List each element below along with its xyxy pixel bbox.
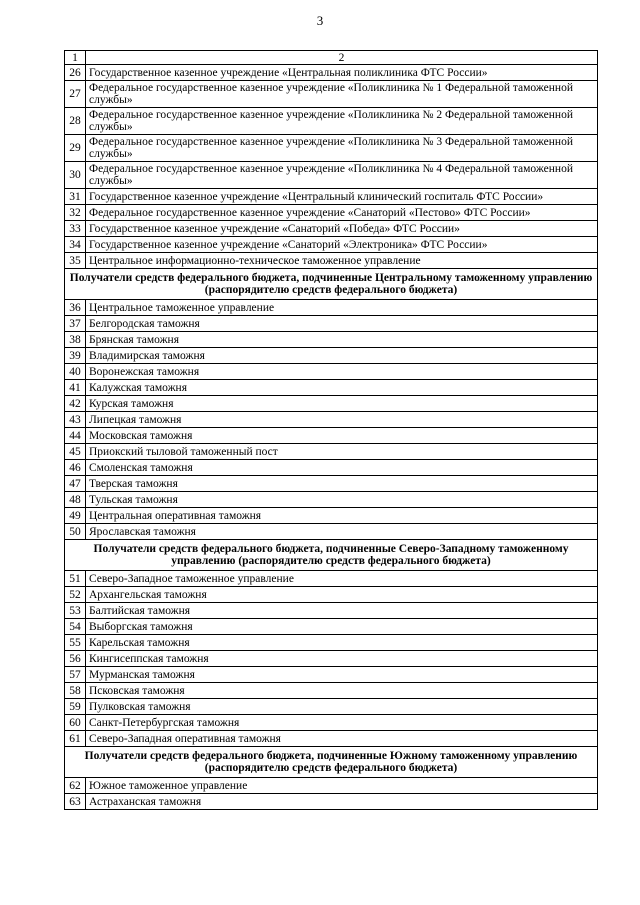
table-row — [65, 332, 598, 348]
table-row — [65, 396, 598, 412]
row-text: Кингисеппская таможня — [86, 651, 598, 667]
row-number: 36 — [65, 300, 86, 316]
row-number: 47 — [65, 476, 86, 492]
row-number: 40 — [65, 364, 86, 380]
row-text: Липецкая таможня — [86, 412, 598, 428]
row-number: 53 — [65, 603, 86, 619]
table-row — [65, 508, 598, 524]
row-text: Центральное таможенное управление — [86, 300, 598, 316]
row-number: 31 — [65, 189, 86, 205]
table-body — [65, 51, 598, 810]
table-row — [65, 189, 598, 205]
row-text: Государственное казенное учреждение «Санаторий «Победа» ФТС России» — [86, 221, 598, 237]
row-number: 59 — [65, 699, 86, 715]
row-text: Северо-Западное таможенное управление — [86, 571, 598, 587]
row-text: Государственное казенное учреждение «Центральный клинический госпиталь ФТС России» — [86, 189, 598, 205]
section-title: Получатели средств федерального бюджета, подчиненные Северо-Западному таможенному управлению (распорядителю средств федерального бюджета) — [65, 540, 598, 571]
section-title: Получатели средств федерального бюджета, подчиненные Центральному таможенному управлению (распорядителю средств федерального бюджета) — [65, 269, 598, 300]
row-text: Воронежская таможня — [86, 364, 598, 380]
table-row — [65, 412, 598, 428]
table-row — [65, 635, 598, 651]
row-number: 33 — [65, 221, 86, 237]
row-text: Государственное казенное учреждение «Санаторий «Электроника» ФТС России» — [86, 237, 598, 253]
row-text: Государственное казенное учреждение «Центральная поликлиника ФТС России» — [86, 65, 598, 81]
table-row — [65, 603, 598, 619]
row-number: 58 — [65, 683, 86, 699]
row-number: 32 — [65, 205, 86, 221]
header-col-2: 2 — [86, 51, 598, 65]
row-number: 55 — [65, 635, 86, 651]
row-text: Приокский тыловой таможенный пост — [86, 444, 598, 460]
row-number: 63 — [65, 794, 86, 810]
row-text: Мурманская таможня — [86, 667, 598, 683]
row-text: Смоленская таможня — [86, 460, 598, 476]
row-number: 29 — [65, 135, 86, 162]
row-text: Федеральное государственное казенное учреждение «Поликлиника № 4 Федеральной таможенной службы» — [86, 162, 598, 189]
table-row — [65, 444, 598, 460]
section-header-row — [65, 269, 598, 300]
table-row — [65, 571, 598, 587]
row-number: 52 — [65, 587, 86, 603]
table-row — [65, 683, 598, 699]
row-text: Центральная оперативная таможня — [86, 508, 598, 524]
row-text: Московская таможня — [86, 428, 598, 444]
table-row — [65, 237, 598, 253]
row-text: Центральное информационно-техническое таможенное управление — [86, 253, 598, 269]
table-row — [65, 81, 598, 108]
section-header-row — [65, 540, 598, 571]
row-number: 45 — [65, 444, 86, 460]
recipients-table — [64, 50, 598, 810]
table-row — [65, 587, 598, 603]
table-row — [65, 300, 598, 316]
row-text: Архангельская таможня — [86, 587, 598, 603]
table-row — [65, 778, 598, 794]
table-row — [65, 364, 598, 380]
table-row — [65, 428, 598, 444]
row-number: 37 — [65, 316, 86, 332]
table-row — [65, 794, 598, 810]
row-number: 50 — [65, 524, 86, 540]
table-row — [65, 108, 598, 135]
row-number: 42 — [65, 396, 86, 412]
row-number: 38 — [65, 332, 86, 348]
section-title: Получатели средств федерального бюджета, подчиненные Южному таможенному управлению (распорядителю средств федерального бюджета) — [65, 747, 598, 778]
row-text: Пулковская таможня — [86, 699, 598, 715]
table-row — [65, 135, 598, 162]
table-row — [65, 619, 598, 635]
row-text: Федеральное государственное казенное учреждение «Санаторий «Пестово» ФТС России» — [86, 205, 598, 221]
table-row — [65, 348, 598, 364]
row-text: Брянская таможня — [86, 332, 598, 348]
row-text: Курская таможня — [86, 396, 598, 412]
row-text: Белгородская таможня — [86, 316, 598, 332]
row-number: 62 — [65, 778, 86, 794]
row-text: Федеральное государственное казенное учреждение «Поликлиника № 1 Федеральной таможенной службы» — [86, 81, 598, 108]
row-text: Санкт-Петербургская таможня — [86, 715, 598, 731]
table-row — [65, 253, 598, 269]
table-row — [65, 221, 598, 237]
row-text: Карельская таможня — [86, 635, 598, 651]
table-row — [65, 731, 598, 747]
row-number: 28 — [65, 108, 86, 135]
row-number: 48 — [65, 492, 86, 508]
row-number: 44 — [65, 428, 86, 444]
row-text: Федеральное государственное казенное учреждение «Поликлиника № 3 Федеральной таможенной службы» — [86, 135, 598, 162]
row-number: 41 — [65, 380, 86, 396]
row-text: Выборгская таможня — [86, 619, 598, 635]
header-col-1: 1 — [65, 51, 86, 65]
table-row — [65, 162, 598, 189]
table-row — [65, 667, 598, 683]
row-number: 60 — [65, 715, 86, 731]
row-number: 30 — [65, 162, 86, 189]
row-number: 34 — [65, 237, 86, 253]
row-number: 57 — [65, 667, 86, 683]
section-header-row — [65, 747, 598, 778]
table-row — [65, 476, 598, 492]
row-number: 39 — [65, 348, 86, 364]
row-text: Владимирская таможня — [86, 348, 598, 364]
table-row — [65, 524, 598, 540]
table-row — [65, 380, 598, 396]
table-row — [65, 205, 598, 221]
row-text: Балтийская таможня — [86, 603, 598, 619]
row-number: 26 — [65, 65, 86, 81]
table-row — [65, 699, 598, 715]
row-text: Псковская таможня — [86, 683, 598, 699]
row-text: Тверская таможня — [86, 476, 598, 492]
row-text: Астраханская таможня — [86, 794, 598, 810]
row-text: Федеральное государственное казенное учреждение «Поликлиника № 2 Федеральной таможенной службы» — [86, 108, 598, 135]
table-row — [65, 65, 598, 81]
table-row — [65, 715, 598, 731]
row-number: 54 — [65, 619, 86, 635]
row-text: Ярославская таможня — [86, 524, 598, 540]
row-text: Южное таможенное управление — [86, 778, 598, 794]
row-number: 56 — [65, 651, 86, 667]
row-number: 43 — [65, 412, 86, 428]
row-number: 35 — [65, 253, 86, 269]
row-text: Северо-Западная оперативная таможня — [86, 731, 598, 747]
page-number: 3 — [316, 13, 324, 28]
row-text: Калужская таможня — [86, 380, 598, 396]
table-header-row — [65, 51, 598, 65]
table-row — [65, 460, 598, 476]
table-row — [65, 651, 598, 667]
row-number: 46 — [65, 460, 86, 476]
row-text: Тульская таможня — [86, 492, 598, 508]
row-number: 61 — [65, 731, 86, 747]
row-number: 51 — [65, 571, 86, 587]
table-row — [65, 492, 598, 508]
row-number: 49 — [65, 508, 86, 524]
row-number: 27 — [65, 81, 86, 108]
table-row — [65, 316, 598, 332]
